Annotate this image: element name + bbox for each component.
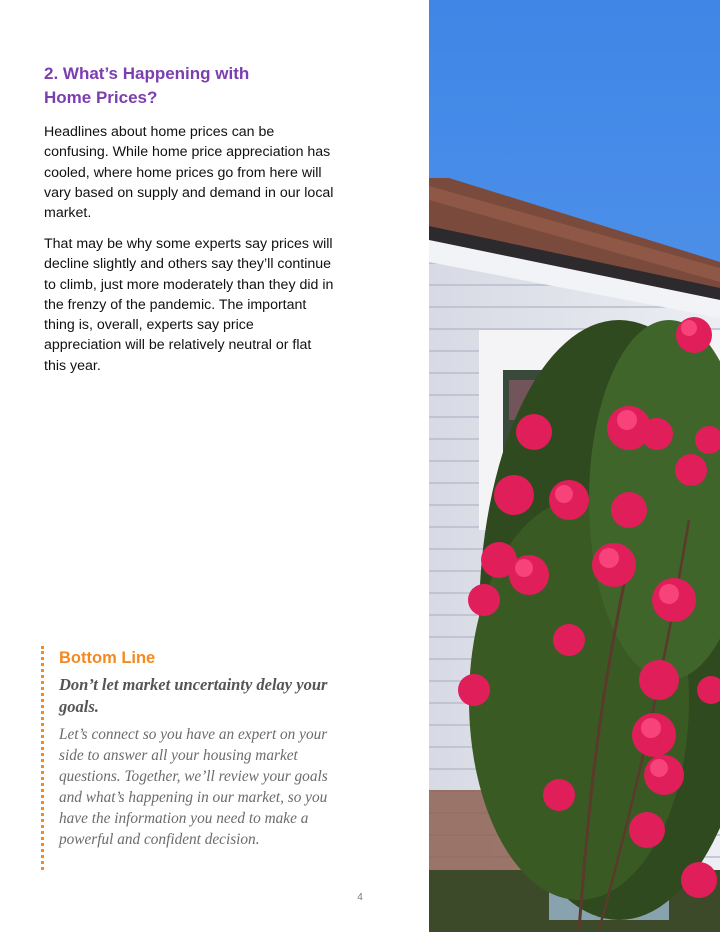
- bottom-line-callout: [41, 646, 341, 870]
- page-number: 4: [357, 892, 363, 903]
- house-flowers-photo: [429, 0, 720, 932]
- bottom-line-subheading: Don’t let market uncertainty delay your goals.: [59, 675, 328, 716]
- bottom-line-heading: Bottom Line: [59, 649, 156, 667]
- section-title-line1: 2. What’s Happening with: [44, 64, 250, 83]
- body-paragraph-2: That may be why some experts say prices will decline slightly and others say they’ll continue to climb, just more moderately than they did in the frenzy of the pandemic. The important thing is, overall, experts say price appreciation will be relatively neutral or flat this year.: [44, 236, 334, 374]
- bottom-line-body: Let’s connect so you have an expert on your side to answer all your housing market questions. Together, we’ll review your goals and what’s happening in our market, so you have the information you need to make a powerful and confident decision.: [59, 726, 328, 848]
- section-title-line2: Home Prices?: [44, 88, 158, 107]
- section-title: [44, 62, 344, 110]
- body-paragraph-1: Headlines about home prices can be confusing. While home price appreciation has cooled, where home prices go from here will vary based on supply and demand in our local market.: [44, 124, 334, 222]
